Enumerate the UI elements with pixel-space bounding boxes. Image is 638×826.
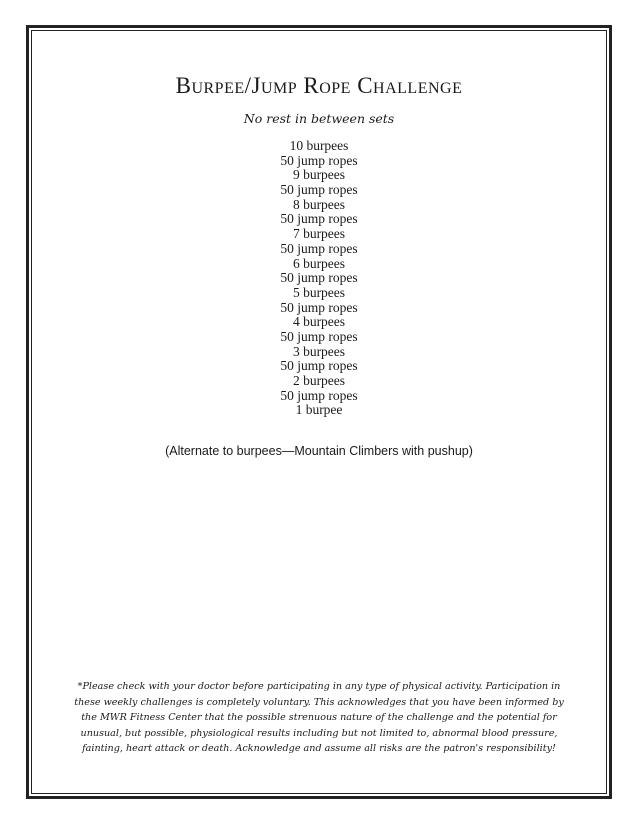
set-item: 1 burpee <box>295 402 343 418</box>
set-item: 50 jump ropes <box>280 328 358 344</box>
set-item: 7 burpees <box>292 226 346 242</box>
set-item: 3 burpees <box>292 343 346 359</box>
set-item: 50 jump ropes <box>280 299 358 315</box>
subtitle: No rest in between sets <box>243 111 395 126</box>
set-item: 8 burpees <box>292 196 346 212</box>
set-item: 50 jump ropes <box>280 182 358 198</box>
set-item: 2 burpees <box>292 373 346 388</box>
set-item: 4 burpees <box>292 314 346 330</box>
set-item: 50 jump ropes <box>280 152 358 168</box>
set-item: 9 burpees <box>292 167 346 183</box>
set-list <box>0 139 638 418</box>
set-item: 50 jump ropes <box>280 270 358 286</box>
set-item: 50 jump ropes <box>280 240 358 256</box>
set-item: 6 burpees <box>292 255 346 271</box>
set-item: 50 jump ropes <box>280 211 358 227</box>
set-item: 50 jump ropes <box>280 387 358 403</box>
alternate-exercise-note: (Alternate to burpees—Mountain Climbers with pushup) <box>165 444 473 458</box>
set-item: 5 burpees <box>292 284 346 300</box>
set-item: 10 burpees <box>289 138 349 153</box>
disclaimer: *Please check with your doctor before participating in any type of physical activity. Participation in these weekly challenges is completely voluntary. This acknowledges that you have been informed by the MWR Fitness Center that the possible strenuous nature of the challenge and the potential for unusual, but possible, physiological results including but not limited to, abnormal blood pressure, fainting, heart attack or death. Acknowledge and assume all risks are the patron's responsibility! <box>74 681 564 754</box>
page-title: Burpee/Jump Rope Challenge <box>175 73 463 98</box>
set-item: 50 jump ropes <box>280 358 358 374</box>
